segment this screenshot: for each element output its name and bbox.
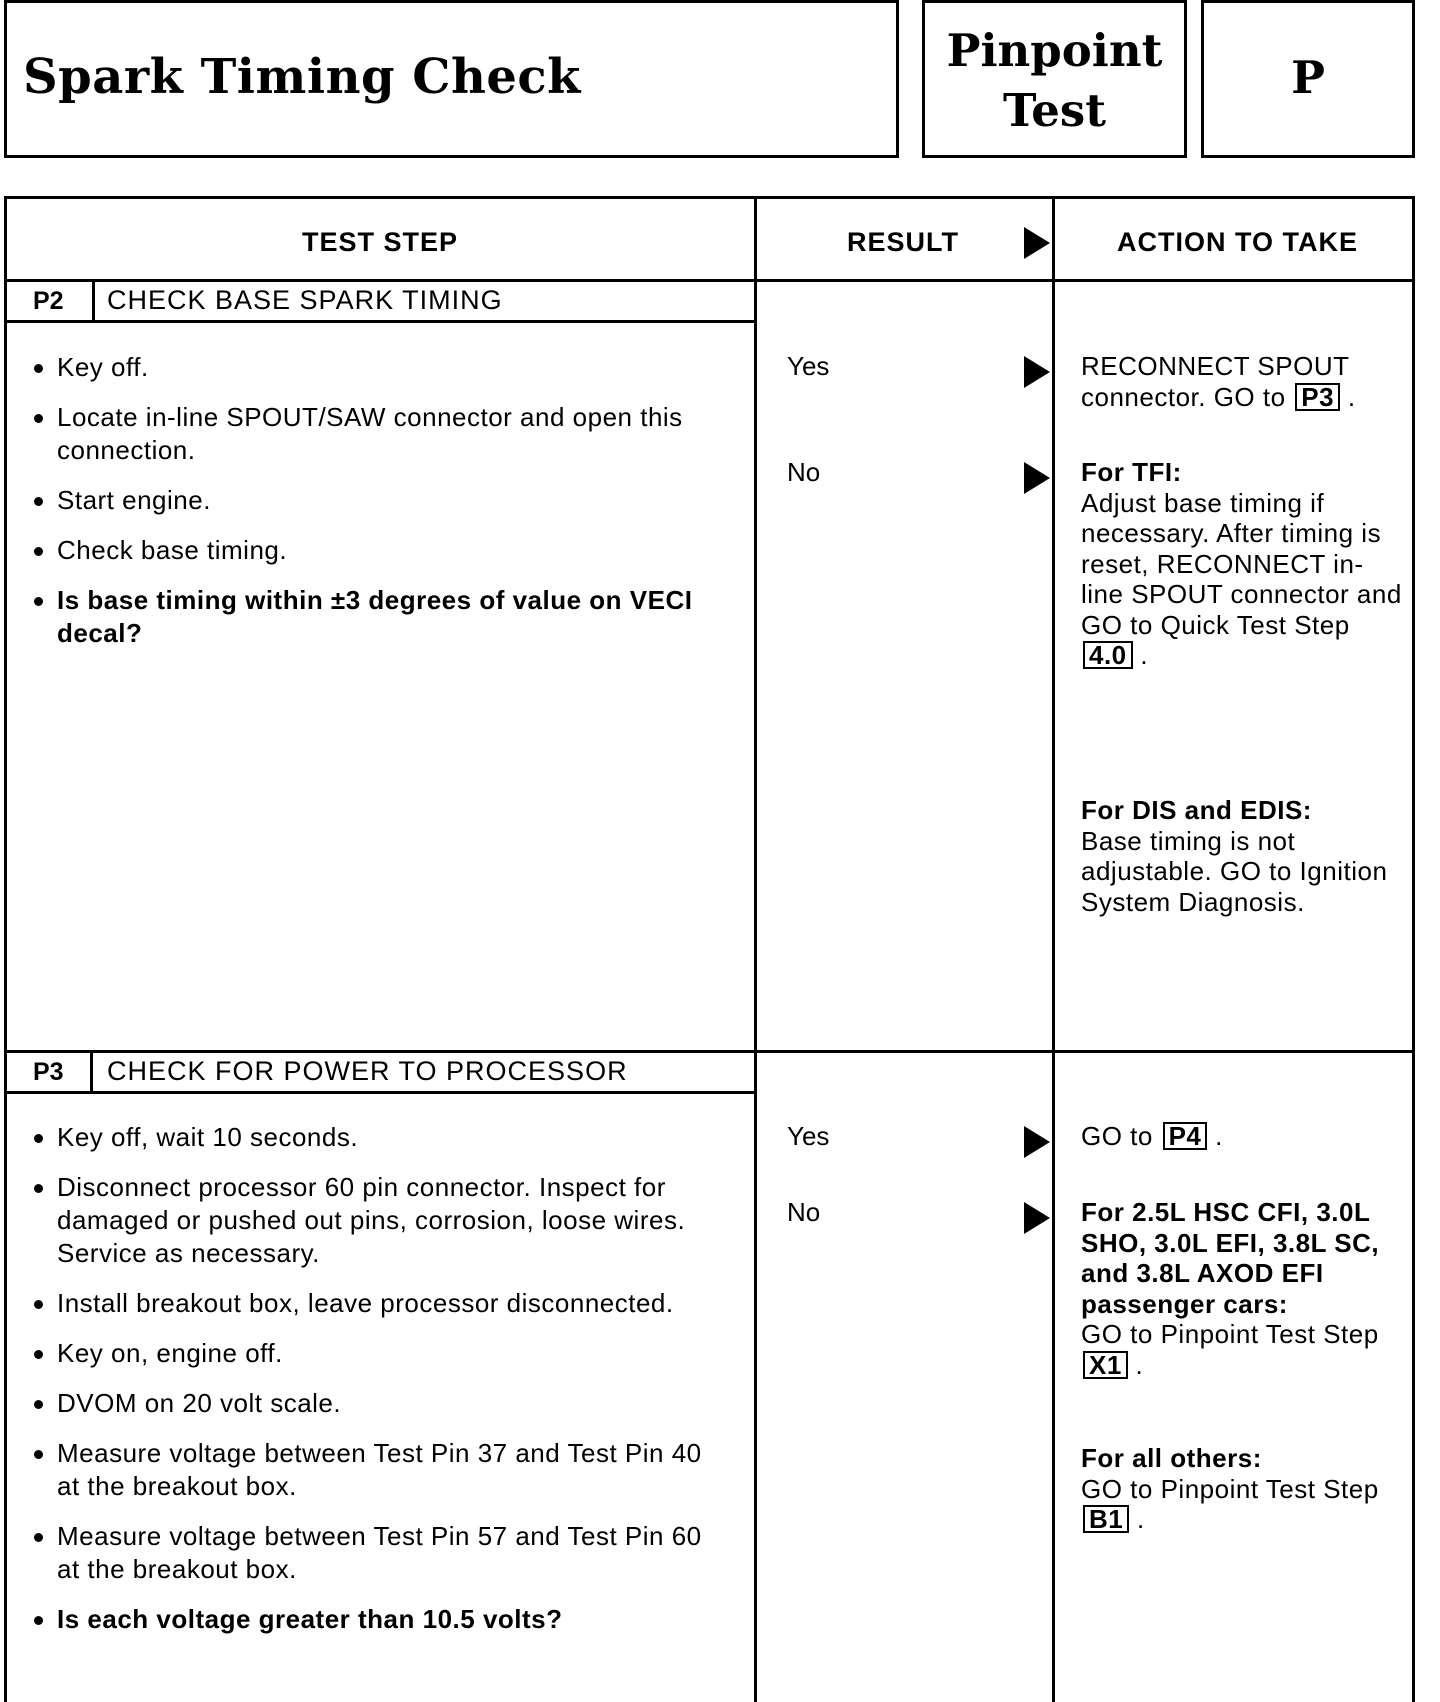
p2-id-divider bbox=[92, 279, 95, 321]
p2-no-action-dis bbox=[1081, 795, 1391, 917]
action-heading: For TFI: bbox=[1081, 457, 1182, 487]
step-title-p3: CHECK FOR POWER TO PROCESSOR bbox=[107, 1056, 628, 1086]
action-text: GO to Pinpoint Test Step bbox=[1081, 1473, 1379, 1504]
p2-no-arrow-icon bbox=[1024, 462, 1050, 494]
action-period: . bbox=[1347, 381, 1356, 412]
list-item: Key off, wait 10 seconds. bbox=[7, 1121, 732, 1154]
step-id-p3: P3 bbox=[33, 1058, 64, 1086]
test-letter-box bbox=[1201, 0, 1415, 158]
list-item-question: Is each voltage greater than 10.5 volts? bbox=[7, 1603, 732, 1636]
action-text: Base timing is not adjustable. GO to Ignition System Diagnosis. bbox=[1081, 825, 1388, 917]
step-ref-p3: P3 bbox=[1295, 383, 1340, 411]
list-item: Key off. bbox=[7, 351, 707, 384]
p3-id-divider bbox=[90, 1050, 93, 1092]
p3-no-arrow-icon bbox=[1024, 1202, 1050, 1234]
list-item: Key on, engine off. bbox=[7, 1337, 732, 1370]
pinpoint-label: Pinpoint bbox=[946, 24, 1163, 77]
test-letter: P bbox=[1291, 51, 1325, 104]
action-period: . bbox=[1215, 1121, 1223, 1151]
test-label: Test bbox=[1002, 84, 1107, 137]
test-table bbox=[4, 196, 1415, 1702]
p3-result-no: No bbox=[787, 1197, 821, 1227]
action-text: GO to bbox=[1081, 1121, 1153, 1151]
pinpoint-test-box bbox=[922, 0, 1187, 158]
p2-step-list bbox=[7, 351, 707, 667]
step-ref-x1: X1 bbox=[1083, 1351, 1128, 1379]
list-item: Start engine. bbox=[7, 484, 707, 517]
p3-no-action-others bbox=[1081, 1443, 1401, 1535]
list-item: Measure voltage between Test Pin 37 and Test Pin 40 at the breakout box. bbox=[7, 1437, 732, 1503]
p3-result-yes: Yes bbox=[787, 1121, 830, 1151]
step-ref-4-0: 4.0 bbox=[1083, 641, 1133, 669]
action-text: Adjust base timing if necessary. After timing is reset, RECONNECT in-line SPOUT connector and GO to Quick Test Step bbox=[1081, 487, 1402, 640]
p2-no-action-tfi bbox=[1081, 457, 1406, 671]
p3-step-list bbox=[7, 1121, 732, 1653]
header-action: ACTION TO TAKE bbox=[1117, 227, 1358, 257]
step-ref-p4: P4 bbox=[1163, 1122, 1208, 1150]
list-item: Check base timing. bbox=[7, 534, 707, 567]
action-period: . bbox=[1135, 1349, 1144, 1380]
list-item: Disconnect processor 60 pin connector. Inspect for damaged or pushed out pins, corrosion, loose wires. Service as necessary. bbox=[7, 1171, 732, 1270]
p3-no-action-cars bbox=[1081, 1197, 1406, 1380]
title-box bbox=[4, 0, 899, 158]
step-ref-b1: B1 bbox=[1083, 1505, 1129, 1533]
p2-result-no: No bbox=[787, 457, 821, 487]
step-title-p2: CHECK BASE SPARK TIMING bbox=[107, 285, 503, 315]
list-item-question: Is base timing within ±3 degrees of value on VECI decal? bbox=[7, 584, 707, 650]
action-heading: For all others: bbox=[1081, 1443, 1262, 1473]
action-period: . bbox=[1136, 1504, 1145, 1534]
p2-title-underline bbox=[7, 320, 754, 323]
list-item: DVOM on 20 volt scale. bbox=[7, 1387, 732, 1420]
action-heading: For 2.5L HSC CFI, 3.0L SHO, 3.0L EFI, 3.8L SC, and 3.8L AXOD EFI passenger cars: bbox=[1081, 1197, 1380, 1319]
list-item: Measure voltage between Test Pin 57 and Test Pin 60 at the breakout box. bbox=[7, 1520, 732, 1586]
action-text: RECONNECT SPOUT connector. GO to bbox=[1081, 351, 1350, 412]
column-divider-2 bbox=[1052, 199, 1055, 1702]
p2-result-yes: Yes bbox=[787, 351, 830, 381]
p3-title-underline bbox=[7, 1091, 754, 1094]
header-result: RESULT bbox=[847, 227, 959, 257]
header-divider bbox=[7, 279, 1412, 282]
action-text: GO to Pinpoint Test Step bbox=[1081, 1319, 1379, 1349]
step-divider bbox=[7, 1050, 1412, 1053]
list-item: Locate in-line SPOUT/SAW connector and open this connection. bbox=[7, 401, 707, 467]
page-title: Spark Timing Check bbox=[23, 49, 581, 105]
action-heading: For DIS and EDIS: bbox=[1081, 795, 1312, 825]
action-period: . bbox=[1140, 640, 1149, 670]
header-arrow-icon bbox=[1024, 227, 1050, 259]
step-id-p2: P2 bbox=[33, 287, 64, 315]
p2-yes-arrow-icon bbox=[1024, 356, 1050, 388]
list-item: Install breakout box, leave processor disconnected. bbox=[7, 1287, 732, 1320]
p3-yes-arrow-icon bbox=[1024, 1126, 1050, 1158]
column-divider-1 bbox=[754, 199, 757, 1702]
header-test-step: TEST STEP bbox=[302, 227, 459, 257]
p3-yes-action bbox=[1081, 1121, 1401, 1152]
p2-yes-action bbox=[1081, 351, 1401, 412]
